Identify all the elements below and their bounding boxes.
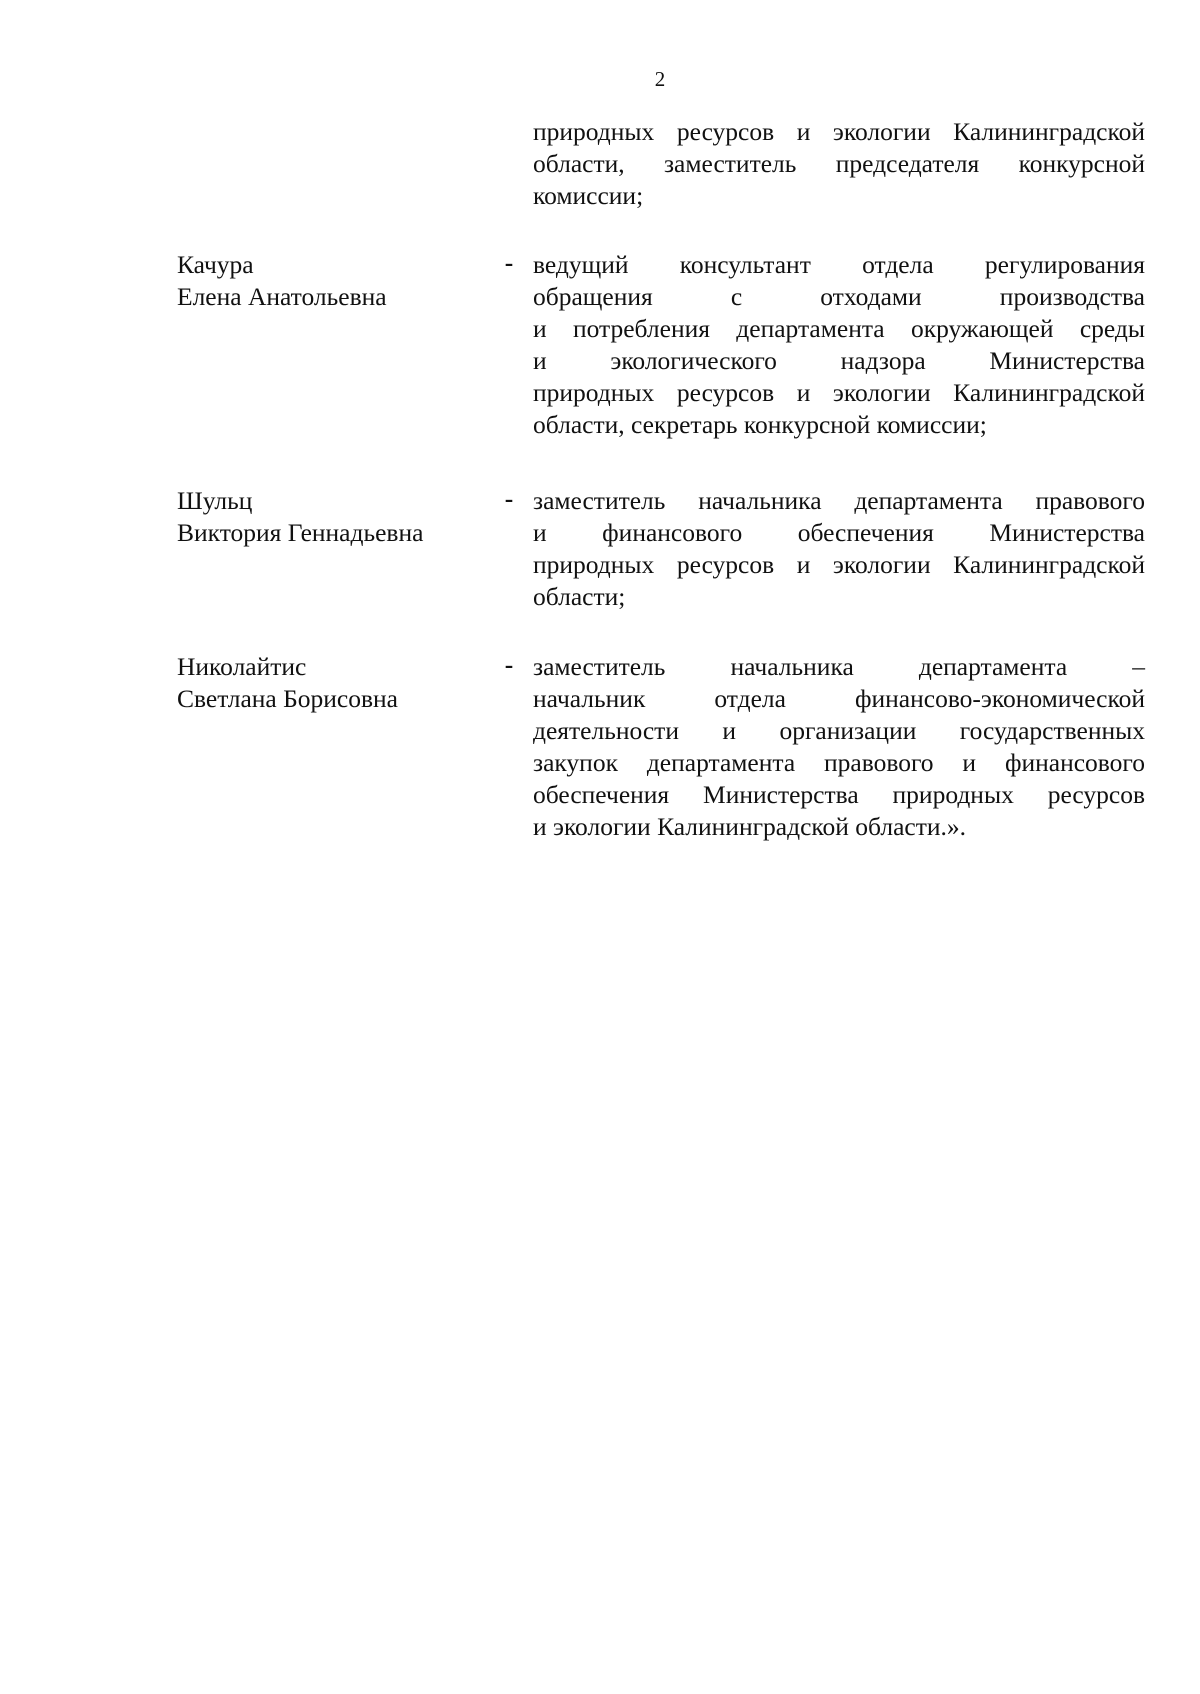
member-given-names: Светлана Борисовна xyxy=(177,684,398,713)
text-line: начальник отдела финансово-экономической xyxy=(533,684,1145,713)
member-name xyxy=(177,249,477,313)
member-given-names: Виктория Геннадьевна xyxy=(177,518,424,547)
text-line: и финансового обеспечения Министерства xyxy=(533,518,1145,547)
text-line: закупок департамента правового и финансового xyxy=(533,748,1145,777)
text-line: заместитель начальника департамента правового xyxy=(533,486,1145,515)
member-position xyxy=(533,485,1145,613)
member-position xyxy=(533,249,1145,441)
entry-dash: - xyxy=(504,248,514,277)
text-line: области; xyxy=(533,582,626,611)
text-line: и экологического надзора Министерства xyxy=(533,346,1145,375)
text-line: области, заместитель председателя конкурсной xyxy=(533,149,1145,178)
member-surname: Качура xyxy=(177,250,254,279)
text-line: и экологии Калининградской области.». xyxy=(533,812,967,841)
entry-dash: - xyxy=(504,650,514,679)
text-line: обеспечения Министерства природных ресурсов xyxy=(533,780,1145,809)
member-position xyxy=(533,651,1145,843)
member-name xyxy=(177,485,477,549)
page-number: 2 xyxy=(654,67,666,91)
text-line: деятельности и организации государственных xyxy=(533,716,1145,745)
member-name xyxy=(177,651,477,715)
text-line: и потребления департамента окружающей среды xyxy=(533,314,1145,343)
text-line: природных ресурсов и экологии Калининградской xyxy=(533,117,1145,146)
member-surname: Николайтис xyxy=(177,652,307,681)
member-surname: Шульц xyxy=(177,486,253,515)
text-line: комиссии; xyxy=(533,181,644,210)
text-line: обращения с отходами производства xyxy=(533,282,1145,311)
member-given-names: Елена Анатольевна xyxy=(177,282,387,311)
text-line: природных ресурсов и экологии Калининградской xyxy=(533,378,1145,407)
text-line: природных ресурсов и экологии Калининградской xyxy=(533,550,1145,579)
entry-dash: - xyxy=(504,484,514,513)
text-line: заместитель начальника департамента – xyxy=(533,652,1145,681)
text-line: области, секретарь конкурсной комиссии; xyxy=(533,410,987,439)
continuation-text xyxy=(533,116,1145,212)
text-line: ведущий консультант отдела регулирования xyxy=(533,250,1145,279)
